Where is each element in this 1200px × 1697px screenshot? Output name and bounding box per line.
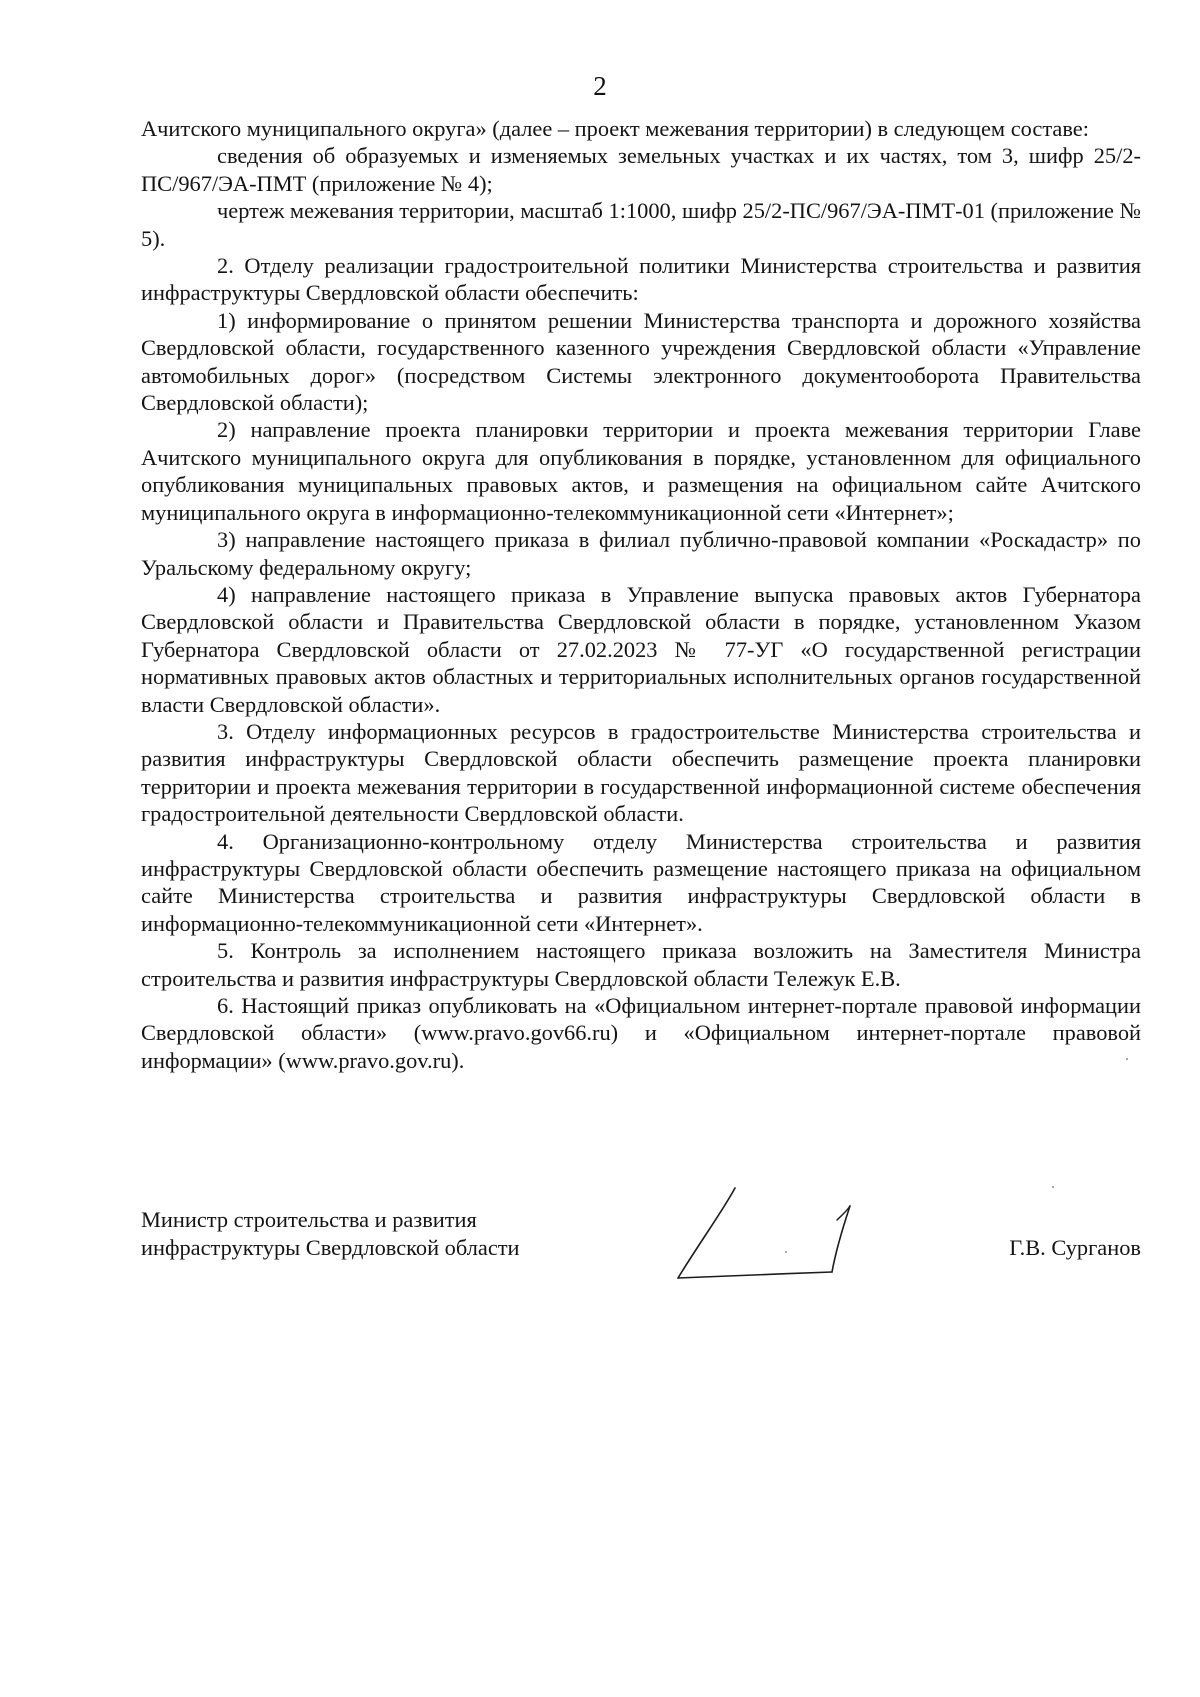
- paragraph-clause-5: 5. Контроль за исполнением настоящего приказа возложить на Заместителя Министра строительства и развития инфраструктуры Свердловской области Тележук Е.В.: [141, 938, 1141, 991]
- paragraph-item: чертеж межевания территории, масштаб 1:1000, шифр 25/2-ПС/967/ЭА-ПМТ-01 (приложение № 5).: [141, 198, 1141, 251]
- paragraph-continuation: Ачитского муниципального округа» (далее – проект межевания территории) в следующем составе:: [141, 116, 1089, 141]
- paragraph-clause-2: 2. Отделу реализации градостроительной политики Министерства строительства и развития инфраструктуры Свердловской области обеспечить:: [141, 253, 1141, 306]
- page-number: 2: [593, 71, 607, 101]
- scan-speck: [1052, 1186, 1054, 1188]
- document-body: [141, 115, 1141, 1074]
- paragraph-subclause-4: 4) направление настоящего приказа в Управление выпуска правовых актов Губернатора Свердловской области и Правительства Свердловской области в порядке, установленном Указом Губернатора Свердловской области от 27.02.2023 № 77-УГ «О государственной регистрации нормативных правовых актов областных и территориальных исполнительных органов государственной власти Свердловской области».: [141, 581, 1141, 717]
- signatory-position-line-1: Министр строительства и развития: [141, 1207, 477, 1232]
- handwritten-signature: [660, 1180, 890, 1290]
- paragraph-subclause-2: 2) направление проекта планировки территории и проекта межевания территории Главе Ачитского муниципального округа для опубликования в порядке, установленном для официального опубликования муниципальных правовых актов, и размещения на официальном сайте Ачитского муниципального округа в информационно-телекоммуникационной сети «Интернет»;: [141, 417, 1141, 525]
- paragraph-clause-3: 3. Отделу информационных ресурсов в градостроительстве Министерства строительства и развития инфраструктуры Свердловской области обеспечить размещение проекта планировки территории и проекта межевания территории в государственной информационной системе обеспечения градостроительной деятельности Свердловской области.: [141, 718, 1141, 827]
- paragraph-subclause-1: 1) информирование о принятом решении Министерства транспорта и дорожного хозяйства Свердловской области, государственного казенного учреждения Свердловской области «Управление автомобильных дорог» (посредством Системы электронного документооборота Правительства Свердловской области);: [141, 307, 1141, 416]
- paragraph-clause-6: 6. Настоящий приказ опубликовать на «Официальном интернет-портале правовой информации Свердловской области» (www.pravo.gov66.ru) и «Официальном интернет-портале правовой информации» (www.pravo.gov.ru).: [141, 993, 1141, 1073]
- paragraph-item: сведения об образуемых и изменяемых земельных участках и их частях, том 3, шифр 25/2-ПС/967/ЭА-ПМТ (приложение № 4);: [141, 143, 1141, 196]
- paragraph-subclause-3: 3) направление настоящего приказа в филиал публично-правовой компании «Роскадастр» по Уральскому федеральному округу;: [141, 527, 1141, 580]
- scan-speck: [1126, 1058, 1128, 1060]
- signatory-position-line-2: инфраструктуры Свердловской области: [141, 1235, 520, 1260]
- paragraph-clause-4: 4. Организационно-контрольному отделу Министерства строительства и развития инфраструктуры Свердловской области обеспечить размещение настоящего приказа на официальном сайте Министерства строительства и развития инфраструктуры Свердловской области в информационно-телекоммуникационной сети «Интернет».: [141, 828, 1141, 936]
- signatory-name: Г.В. Сурганов: [1009, 1235, 1141, 1260]
- signatory-position: [141, 1206, 520, 1262]
